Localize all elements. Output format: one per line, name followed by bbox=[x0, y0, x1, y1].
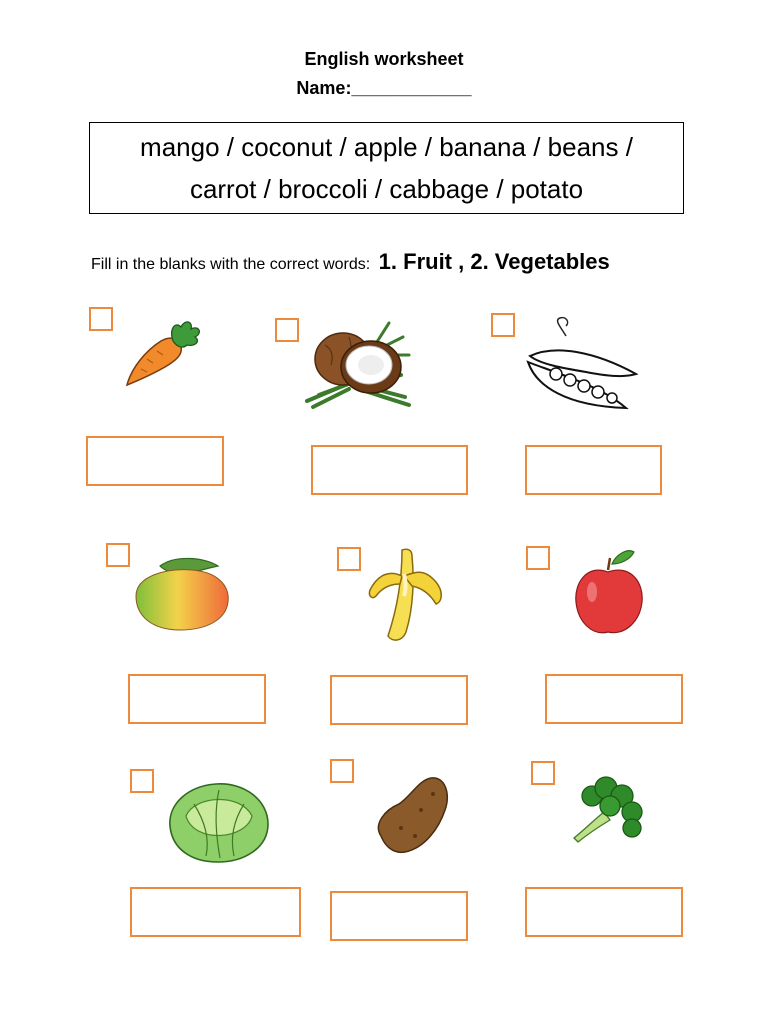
instruction-label: Fill in the blanks with the correct words: bbox=[91, 256, 371, 273]
category-checkbox[interactable] bbox=[526, 546, 550, 570]
answer-box[interactable] bbox=[330, 675, 468, 725]
category-legend: 1. Fruit , 2. Vegetables bbox=[378, 249, 610, 274]
category-checkbox[interactable] bbox=[491, 313, 515, 337]
answer-box[interactable] bbox=[525, 445, 662, 495]
category-checkbox[interactable] bbox=[337, 547, 361, 571]
mango-icon bbox=[126, 552, 238, 636]
answer-box[interactable] bbox=[330, 891, 468, 941]
broccoli-icon bbox=[566, 774, 650, 846]
word-bank-line-2: carrot / broccoli / cabbage / potato bbox=[189, 174, 584, 204]
potato-icon bbox=[371, 770, 451, 856]
answer-box[interactable] bbox=[311, 445, 468, 495]
word-bank-box bbox=[89, 122, 684, 214]
category-checkbox[interactable] bbox=[130, 769, 154, 793]
answer-box[interactable] bbox=[130, 887, 301, 937]
coconut-icon bbox=[305, 315, 411, 411]
name-field-label: Name:____________ bbox=[296, 78, 472, 98]
instruction-text bbox=[91, 249, 610, 275]
answer-box[interactable] bbox=[128, 674, 266, 724]
category-checkbox[interactable] bbox=[531, 761, 555, 785]
apple-icon bbox=[572, 546, 648, 640]
answer-box[interactable] bbox=[86, 436, 224, 486]
answer-box[interactable] bbox=[545, 674, 683, 724]
banana-icon bbox=[366, 546, 446, 644]
worksheet-title: English worksheet bbox=[304, 49, 464, 69]
category-checkbox[interactable] bbox=[330, 759, 354, 783]
category-checkbox[interactable] bbox=[89, 307, 113, 331]
word-bank-line-1: mango / coconut / apple / banana / beans / bbox=[140, 132, 633, 162]
cabbage-icon bbox=[164, 776, 274, 866]
beans-icon bbox=[526, 316, 640, 412]
category-checkbox[interactable] bbox=[275, 318, 299, 342]
carrot-icon bbox=[117, 315, 209, 391]
answer-box[interactable] bbox=[525, 887, 683, 937]
